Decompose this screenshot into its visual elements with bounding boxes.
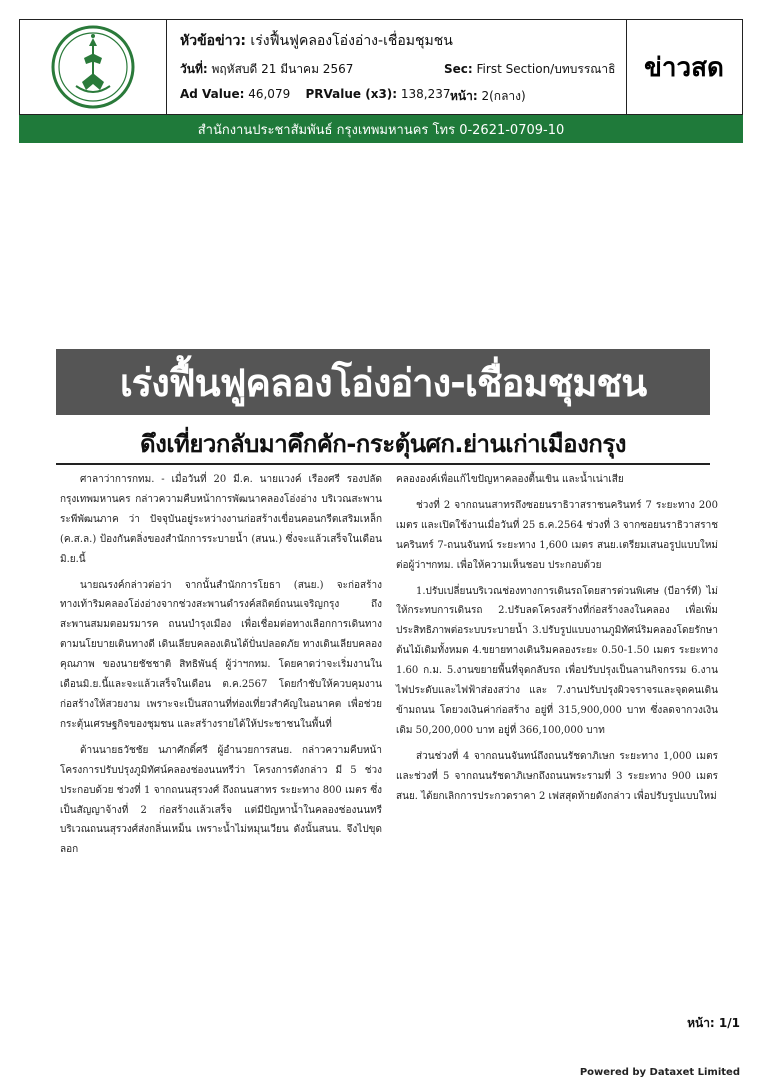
article-paragraph: ช่วงที่ 2 จากถนนสาทรถึงซอยนราธิวาสราชนครินทร์ 7 ระยะทาง 200 เมตร และเปิดใช้งานเมื่อวันที่ 25 ธ.ค.2564 ช่วงที่ 3 จากซอยนราธิวาสราชนครินทร์ 7-ถนนจันทน์ ระยะทาง 1,600 เมตร สนย.เตรียมเสนอรูปแบบใหม่ต่อผู้ว่าฯกทม. เพื่อให้ความเห็นชอบ ประกอบด้วย: [396, 499, 718, 571]
office-contact-bar: สำนักงานประชาสัมพันธ์ กรุงเทพมหานคร โทร 0-2621-0709-10: [19, 115, 743, 143]
article-subheadline: ดึงเที่ยวกลับมาคึกคัก-กระตุ้นศก.ย่านเก่าเมืองกรุง: [140, 429, 626, 458]
page-row: [450, 87, 526, 106]
page-value: 2(กลาง): [481, 89, 526, 103]
news-type-badge: ข่าวสด: [644, 52, 724, 83]
headline-row: [180, 30, 453, 52]
article-paragraph: ศาลาว่าการกทม. - เมื่อวันที่ 20 มี.ค. นายแวงค์ เรืองศรี รองปลัดกรุงเทพมหานคร กล่าวความคืบหน้าการพัฒนาคลองโอ่งอ่าง บริเวณสะพานระพีพัฒนภาค ว่า ปัจจุบันอยู่ระหว่างงานก่อสร้างเขื่อนคอนกรีตเสริมเหล็ก (ค.ส.ล.) ป้องกันตลิ่งของสำนักการระบายน้ำ (สนน.) ซึ่งจะแล้วเสร็จในเดือนมิ.ย.นี้: [60, 474, 382, 565]
page-count: หน้า: 1/1: [687, 1016, 740, 1030]
clipping-meta: [166, 20, 627, 114]
page-label: หน้า:: [450, 89, 478, 103]
article-subheadline-box: [56, 423, 710, 465]
pr-value-label: PRValue (x3):: [305, 87, 398, 101]
date-row: [180, 60, 353, 79]
section-row: [444, 60, 615, 79]
article-paragraph: คลององค์เพื่อแก้ไขปัญหาคลองตื้นเขิน และน้ำเน่าเสีย: [396, 474, 624, 485]
article-column-right: [396, 470, 718, 813]
section-label: Sec:: [444, 62, 473, 76]
article-paragraph: นายณรงค์กล่าวต่อว่า จากนั้นสำนักการโยธา (สนย.) จะก่อสร้างทางเท้าริมคลองโอ่งอ่างจากช่วงสะพานดำรงค์สถิตย์ถนนเจริญกรุง ถึงสะพานสมมตอมรมารค ถนนบำรุงเมือง เพื่อเชื่อมต่อทางเลือกการเดินทางตามนโยบายเดินทางดี เดินเลียบคลองเดินได้ปั่นปลอดภัย ทางเดินเลียบคลองคุณภาพ ของนายชัชชาติ สิทธิพันธุ์ ผู้ว่าฯกทม. โดยคาดว่าจะเริ่มงานในเดือนมิ.ย.นี้และจะแล้วเสร็จในเดือน ต.ค.2567 โดยกำชับให้ควบคุมงานก่อสร้างให้สวยงาม เพราะจะเป็นสถานที่ท่องเที่ยวสำคัญในอนาคต เพื่อช่วยกระตุ้นเศรษฐกิจของชุมชน และสร้างรายได้ให้ประชาชนในพื้นที่: [60, 579, 382, 730]
headline-value: เร่งฟื้นฟูคลองโอ่งอ่าง-เชื่อมชุมชน: [250, 33, 453, 49]
date-label: วันที่:: [180, 62, 208, 76]
headline-label: หัวข้อข่าว:: [180, 33, 246, 49]
article-paragraph: 1.ปรับเปลี่ยนบริเวณช่องทางการเดินรถโดยสารด่วนพิเศษ (บีอาร์ที) ไม่ให้กระทบการเดินรถ 2.ปรับลดโครงสร้างที่ก่อสร้างลงในคลอง เพื่อเพิ่มประสิทธิภาพต่อระบบระบายน้ำ 3.ปรับรูปแบบงานภูมิทัศน์ริมคลองโดยรักษาต้นไม้เดิมทั้งหมด 4.ขยายทางเดินริมคลองระยะ 0.50-1.50 เมตร ระยะทาง 1.60 ก.ม. 5.งานขยายพื้นที่จุดกลับรถ เพื่อปรับปรุงเป็นลานกิจกรรม 6.งานไฟประดับและไฟฟ้าส่องสว่าง และ 7.งานปรับปรุงผิวจราจรและจุดคนเดินข้ามถนน โดยวงเงินค่าก่อสร้าง อยู่ที่ 315,900,000 บาท ซึ่งลดจากวงเงินเดิม 50,200,000 บาท อยู่ที่ 366,100,000 บาท: [396, 585, 718, 736]
logo-area: [20, 20, 167, 114]
article-column-left: [60, 470, 382, 866]
ad-value: 46,079: [248, 87, 291, 101]
pr-value: 138,237: [400, 87, 451, 101]
article-headline-box: [56, 349, 710, 415]
section-value: First Section/บทบรรณาธิ: [476, 62, 616, 76]
date-value: พฤหัสบดี 21 มีนาคม 2567: [211, 62, 354, 76]
clipping-header: [19, 19, 743, 115]
powered-by: Powered by Dataxet Limited: [579, 1067, 740, 1078]
article-paragraph: ส่วนช่วงที่ 4 จากถนนจันทน์ถึงถนนรัชดาภิเษก ระยะทาง 1,000 เมตร และช่วงที่ 5 จากถนนรัชดาภิเษกถึงถนนพระรามที่ 3 ระยะทาง 900 เมตร สนย. ได้ยกเลิกการประกวดราคา 2 เฟสสุดท้ายดังกล่าว เพื่อปรับรูปแบบใหม่: [396, 750, 718, 802]
value-row: [180, 87, 451, 101]
article-paragraph: ด้านนายธวัชชัย นภาศักดิ์ศรี ผู้อำนวยการสนย. กล่าวความคืบหน้าโครงการปรับปรุงภูมิทัศน์คลองช่องนนทรีว่า โครงการดังกล่าว มี 5 ช่วง ประกอบด้วย ช่วงที่ 1 จากถนนสุรวงศ์ ถึงถนนสาทร ระยะทาง 800 เมตร ซึ่งเป็นสัญญาจ้างที่ 2 ก่อสร้างแล้วเสร็จ แต่มีปัญหาน้ำในคลองช่องนนทรี บริเวณถนนสุรวงศ์ส่งกลิ่นเหม็น เพราะน้ำไม่หมุนเวียน ดังนั้นสนน. จึงไปขุดลอก: [60, 744, 382, 856]
bma-seal-icon: [50, 24, 136, 110]
ad-value-label: Ad Value:: [180, 87, 245, 101]
article-headline: เร่งฟื้นฟูคลองโอ่งอ่าง-เชื่อมชุมชน: [119, 360, 647, 405]
